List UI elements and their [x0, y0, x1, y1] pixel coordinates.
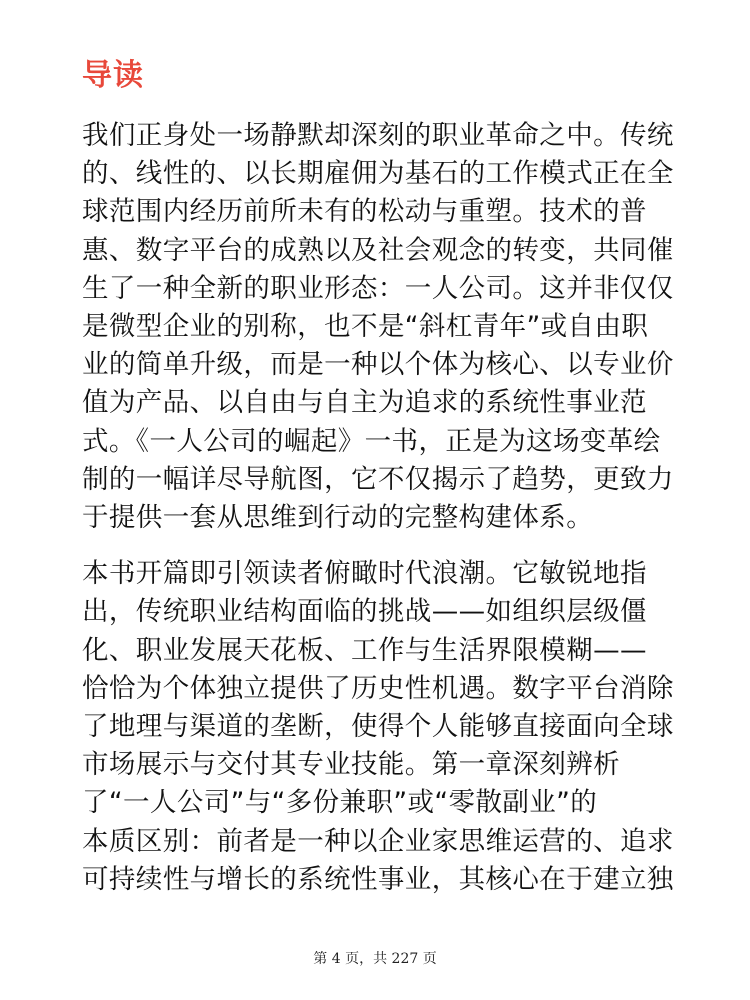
paragraph-2	[82, 555, 672, 899]
text-line: 惠、数字平台的成熟以及社会观念的转变，共同催	[82, 234, 674, 266]
text-line: 于提供一套从思维到行动的完整构建体系。	[82, 502, 594, 534]
text-line: 本书开篇即引领读者俯瞰时代浪潮。它敏锐地指	[82, 558, 647, 590]
text-line: 恰恰为个体独立提供了历史性机遇。数字平台消除	[82, 672, 674, 704]
text-line: 生了一种全新的职业形态：一人公司。这并非仅仅	[82, 272, 674, 304]
text-line: 出，传统职业结构面临的挑战——如组织层级僵	[82, 596, 647, 628]
text-line: 了地理与渠道的垄断，使得个人能够直接面向全球	[82, 711, 674, 743]
text-line: 制的一幅详尽导航图，它不仅揭示了趋势，更致力	[82, 463, 674, 495]
section-heading: 导读	[82, 58, 144, 93]
text-line: 值为产品、以自由与自主为追求的系统性事业范	[82, 387, 647, 419]
text-line: 可持续性与增长的系统性事业，其核心在于建立独	[82, 863, 674, 895]
text-line: 化、职业发展天花板、工作与生活界限模糊——	[82, 634, 647, 666]
page-number-footer: 第 4 页，共 227 页	[313, 951, 437, 967]
text-line: 球范围内经历前所未有的松动与重塑。技术的普	[82, 196, 647, 228]
text-line: 本质区别：前者是一种以企业家思维运营的、追求	[82, 825, 674, 857]
text-line: 是微型企业的别称，也不是“斜杠青年”或自由职	[82, 311, 649, 343]
paragraph-1	[82, 117, 672, 537]
text-line: 市场展示与交付其专业技能。第一章深刻辨析	[82, 749, 620, 781]
text-line: 业的简单升级，而是一种以个体为核心、以专业价	[82, 349, 674, 381]
text-line: 我们正身处一场静默却深刻的职业革命之中。传统	[82, 120, 674, 151]
text-line: 的、线性的、以长期雇佣为基石的工作模式正在全	[82, 158, 674, 190]
text-line: 式。《一人公司的崛起》一书，正是为这场变革绘	[82, 425, 661, 457]
text-line: 了“一人公司”与“多份兼职”或“零散副业”的	[82, 787, 598, 819]
